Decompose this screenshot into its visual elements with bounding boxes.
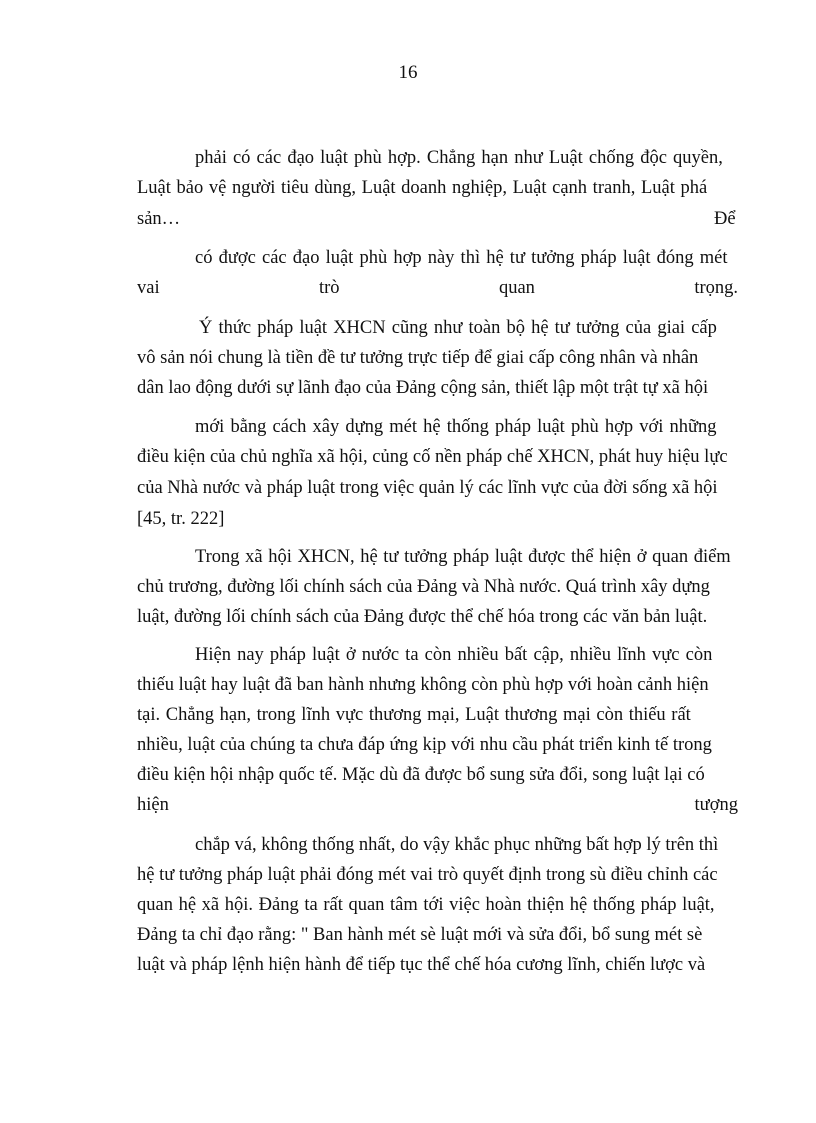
text-line: có được các đạo luật phù hợp này thì hệ tư tưởng pháp luật đóng mét bbox=[195, 248, 728, 268]
text-line: phải có các đạo luật phù hợp. Chẳng hạn như Luật chống độc quyền, bbox=[195, 148, 723, 168]
text-line: của Nhà nước và pháp luật trong việc quản lý các lĩnh vực của đời sống xã hội bbox=[137, 478, 718, 498]
word: quan bbox=[498, 278, 535, 298]
text-line: Đảng ta chỉ đạo rằng: " Ban hành mét sè luật mới và sửa đổi, bổ sung mét sè bbox=[137, 925, 703, 945]
text-line: nhiều, luật của chúng ta chưa đáp ứng kịp với nhu cầu phát triển kinh tế trong bbox=[137, 735, 712, 755]
word: vai bbox=[137, 278, 160, 298]
text-line: chắp vá, không thống nhất, do vậy khắc phục những bất hợp lý trên thì bbox=[195, 835, 719, 855]
text-line: hệ tư tưởng pháp luật phải đóng mét vai trò quyết định trong sù điều chỉnh các bbox=[137, 865, 718, 885]
text-line: luật, đường lối chính sách của Đảng được thể chế hóa trong các văn bản luật. bbox=[137, 607, 708, 627]
text-line: vô sản nói chung là tiền đề tư tưởng trực tiếp để giai cấp công nhân và nhân bbox=[137, 348, 699, 368]
citation: [45, tr. 222] bbox=[137, 509, 225, 529]
text-line: quan hệ xã hội. Đảng ta rất quan tâm tới việc hoàn thiện hệ thống pháp luật, bbox=[137, 895, 715, 915]
text-line: Luật bảo vệ người tiêu dùng, Luật doanh nghiệp, Luật cạnh tranh, Luật phá bbox=[137, 178, 708, 198]
word: tượng bbox=[694, 795, 738, 815]
text-line: Để bbox=[714, 209, 736, 229]
word: trọng. bbox=[694, 278, 738, 298]
text-line: điều kiện hội nhập quốc tế. Mặc dù đã được bổ sung sửa đổi, song luật lại có bbox=[137, 765, 705, 785]
text-line: Trong xã hội XHCN, hệ tư tưởng pháp luật được thể hiện ở quan điểm bbox=[195, 547, 731, 567]
page-number: 16 bbox=[398, 62, 418, 83]
text-line: Hiện nay pháp luật ở nước ta còn nhiều bất cập, nhiều lĩnh vực còn bbox=[195, 645, 713, 665]
word: trò bbox=[319, 278, 340, 298]
text-line: điều kiện của chủ nghĩa xã hội, củng cố nền pháp chế XHCN, phát huy hiệu lực bbox=[137, 447, 728, 467]
text-line: thiếu luật hay luật đã ban hành nhưng không còn phù hợp với hoàn cảnh hiện bbox=[137, 675, 709, 695]
word: hiện bbox=[137, 795, 169, 815]
justified-line bbox=[137, 793, 738, 817]
text-line: mới bằng cách xây dựng mét hệ thống pháp luật phù hợp với những bbox=[195, 417, 717, 437]
text-line: luật và pháp lệnh hiện hành để tiếp tục thể chế hóa cương lĩnh, chiến lược và bbox=[137, 955, 706, 975]
text-line: dân lao động dưới sự lãnh đạo của Đảng cộng sản, thiết lập một trật tự xã hội bbox=[137, 378, 709, 398]
justified-line bbox=[137, 276, 738, 300]
text-line: Ý thức pháp luật XHCN cũng như toàn bộ hệ tư tưởng của giai cấp bbox=[199, 318, 717, 338]
text-line: sản… bbox=[137, 209, 181, 229]
text-line: chủ trương, đường lối chính sách của Đảng và Nhà nước. Quá trình xây dựng bbox=[137, 577, 710, 597]
text-line: tại. Chẳng hạn, trong lĩnh vực thương mại, Luật thương mại còn thiếu rất bbox=[137, 705, 691, 725]
